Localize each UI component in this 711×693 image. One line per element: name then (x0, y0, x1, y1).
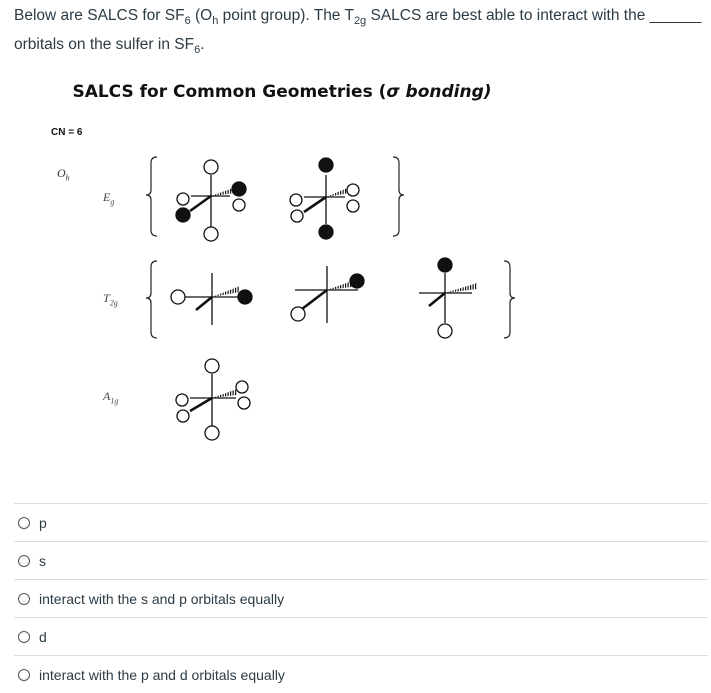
salc-t2g-2 (291, 266, 364, 323)
salc-a1g (176, 359, 250, 440)
question-part: SALCS are best able to interact with the ______ (366, 7, 702, 24)
radio-button[interactable] (18, 517, 30, 529)
question-part: point group). The T (218, 7, 354, 24)
question-sub: 2g (353, 15, 367, 28)
option-label: d (39, 628, 47, 645)
brace-left-eg (146, 157, 157, 236)
irrep-main: E (103, 190, 111, 204)
radio-button[interactable] (18, 631, 30, 643)
brace-right-t2g (504, 261, 515, 338)
figure-title-end: bonding) (399, 82, 492, 102)
option-label: interact with the s and p orbitals equally (39, 590, 285, 607)
answer-option[interactable] (14, 655, 708, 693)
salc-eg-1 (176, 160, 246, 241)
irrep-sub: 2g (109, 298, 118, 308)
irrep-main: A (103, 389, 111, 403)
option-label: p (39, 514, 47, 531)
question-sub: 6 (194, 44, 201, 57)
option-label: s (39, 552, 46, 569)
point-group-sub: h (65, 173, 70, 183)
salc-t2g-3 (419, 258, 477, 338)
question-part: Below are SALCS for SF (14, 7, 185, 24)
salc-t2g-1 (171, 273, 252, 325)
cn-label: CN = 6 (51, 127, 83, 138)
question-part: orbitals on the sulfer in SF (14, 36, 195, 54)
point-group-main: O (57, 166, 66, 180)
irrep-main: T (103, 291, 110, 305)
question-part: (O (190, 7, 213, 24)
brace-right-eg (393, 157, 404, 236)
radio-button[interactable] (18, 593, 30, 605)
question-part: . (200, 36, 205, 54)
brace-left-t2g (146, 261, 157, 338)
answer-option[interactable] (14, 617, 708, 655)
radio-button[interactable] (18, 669, 30, 681)
answer-option[interactable] (14, 503, 708, 541)
irrep-sub: 1g (110, 396, 119, 406)
figure-title-text: SALCS for Common Geometries ( (72, 82, 387, 102)
radio-button[interactable] (18, 555, 30, 567)
question-sub: h (212, 15, 219, 28)
question-sub: 6 (184, 15, 191, 28)
irrep-sub: g (110, 197, 115, 207)
answer-option[interactable] (14, 541, 708, 579)
answer-option[interactable] (14, 579, 708, 617)
answer-options (14, 503, 708, 693)
salc-eg-2 (290, 158, 359, 239)
option-label: interact with the p and d orbitals equally (39, 666, 285, 683)
figure-title-sigma: σ (386, 82, 400, 102)
